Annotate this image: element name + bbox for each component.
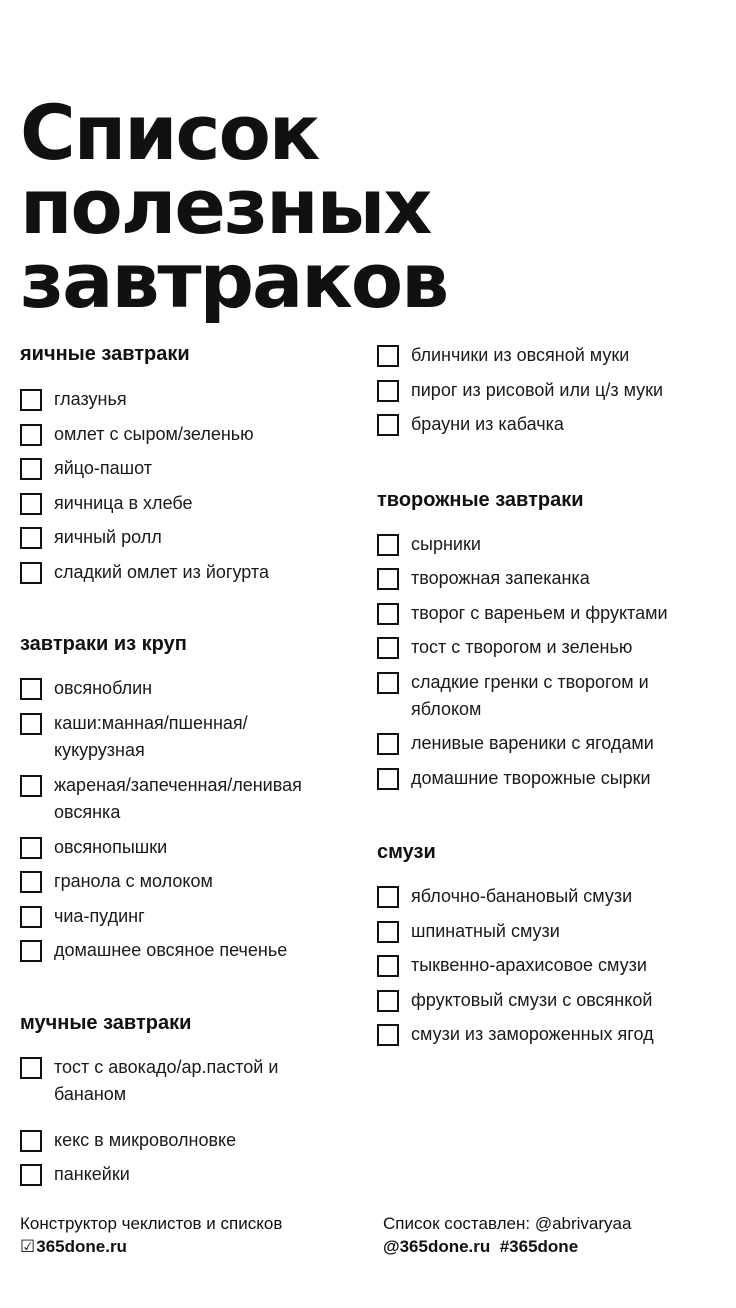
footer-constructor-text: Конструктор чеклистов и списков [20,1214,283,1233]
checklist-item [377,954,722,989]
checkbox[interactable] [20,424,42,446]
checkbox[interactable] [377,380,399,402]
checklist-item [377,344,722,379]
checkbox[interactable] [377,733,399,755]
checklist-item [20,1163,360,1198]
checklist-item [377,602,722,637]
checklist-item [377,567,722,602]
footer-credits-left [20,1212,282,1258]
section-egg-breakfasts [20,340,360,595]
checkbox[interactable] [377,637,399,659]
item-label: сладкие гренки с творогом и яблоком [411,671,649,719]
checklist-item [20,870,360,905]
checklist-item [377,885,722,920]
checklist-item [20,526,360,561]
checklist-item [377,636,722,671]
section-flour-breakfasts [20,1009,360,1198]
checklist-item [20,492,360,527]
section-title: завтраки из круп [20,633,187,655]
checklist-item [20,836,360,871]
section-title: творожные завтраки [377,488,584,511]
item-label: чиа-пудинг [54,905,145,926]
checklist-item [20,905,360,940]
checkbox[interactable] [377,672,399,694]
checklist-item [20,423,360,458]
title-line-3: завтраков [20,236,448,325]
checkbox[interactable] [20,871,42,893]
section-title: мучные завтраки [20,1011,192,1034]
checkbox[interactable] [20,527,42,549]
item-label: омлет с сыром/зеленью [54,423,254,444]
checklist-item [20,1056,360,1129]
checkbox[interactable] [377,921,399,943]
checklist-item [20,1129,360,1164]
checkbox[interactable] [20,1057,42,1079]
item-label: творожная запеканка [411,568,590,588]
item-label: творог с вареньем и фруктами [411,602,668,623]
item-label: смузи из замороженных ягод [411,1024,654,1044]
checkbox[interactable] [377,768,399,790]
checklist-item [377,1023,722,1058]
checklist-item [20,712,360,774]
checklist-item [20,388,360,423]
item-label: сырники [411,533,481,554]
checkbox[interactable] [20,678,42,700]
item-label: тыквенно-арахисовое смузи [411,955,647,975]
section-flour-breakfasts-continued [377,344,722,448]
checklist-item [377,413,722,448]
checklist-item [20,677,360,712]
section-smoothies [377,838,722,1058]
item-label: шпинатный смузи [411,920,560,941]
item-label: панкейки [54,1164,130,1184]
item-label: каши:манная/пшенная/ кукурузная [54,712,248,760]
checklist-item [20,561,360,596]
item-label: гранола с молоком [54,871,213,891]
item-label: домашнее овсяное печенье [54,940,288,960]
right-column [377,344,722,1058]
checkbox[interactable] [20,1130,42,1152]
checkbox[interactable] [377,414,399,436]
left-column [20,340,360,1198]
checklist-item [377,379,722,414]
title-line-2: полезных [20,162,431,251]
checklist-item [20,939,360,974]
item-label: овсянопышки [54,836,168,857]
checkbox[interactable] [377,603,399,625]
item-label: яичница в хлебе [54,492,193,513]
checklist-item [377,732,722,767]
page-title [20,88,448,325]
checkbox[interactable] [377,886,399,908]
title-line-1: Список [20,88,319,177]
checkbox[interactable] [20,775,42,797]
checklist-item [377,671,722,733]
item-label: сладкий омлет из йогурта [54,561,269,582]
checkbox[interactable] [20,389,42,411]
section-grain-breakfasts [20,630,360,974]
item-label: пирог из рисовой или ц/з муки [411,379,664,400]
item-label: брауни из кабачка [411,414,564,434]
checkbox[interactable] [377,990,399,1012]
item-label: яйцо-пашот [54,458,152,478]
checkbox[interactable] [20,562,42,584]
section-cottage-cheese-breakfasts [377,486,722,802]
checklist-item [20,774,360,836]
checkbox[interactable] [377,955,399,977]
item-label: фруктовый смузи с овсянкой [411,989,653,1010]
item-label: тост с творогом и зеленью [411,637,633,657]
item-label: яблочно-банановый смузи [411,886,633,906]
item-label: жареная/запеченная/ленивая овсянка [54,774,302,822]
checklist-item [377,989,722,1024]
item-label: ленивые вареники с ягодами [411,733,654,753]
footer-credits-right [383,1212,631,1258]
checkbox[interactable] [377,1024,399,1046]
checkbox[interactable] [20,940,42,962]
section-title: смузи [377,841,436,863]
item-label: овсяноблин [54,678,153,698]
checkbox[interactable] [377,568,399,590]
checkbox[interactable] [20,713,42,735]
checkbox[interactable] [20,458,42,480]
item-label: глазунья [54,389,127,409]
check-mark-icon: ☑ [20,1237,36,1256]
checkbox[interactable] [20,493,42,515]
section-title: яичные завтраки [20,343,190,365]
checkbox[interactable] [377,534,399,556]
footer-author-text: Список составлен: @abrivaryaa [383,1214,632,1233]
item-label: кекс в микроволновке [54,1129,237,1150]
checklist-item [377,920,722,955]
checklist-item [377,533,722,568]
checklist-item [377,767,722,802]
footer-site-link[interactable] [20,1235,282,1258]
checkbox[interactable] [20,837,42,859]
item-label: домашние творожные сырки [411,767,651,788]
footer-hashtags: @365done.ru #365done [383,1237,579,1256]
checkbox[interactable] [20,906,42,928]
checkbox[interactable] [377,345,399,367]
checklist-item [20,457,360,492]
item-label: блинчики из овсяной муки [411,345,630,365]
checkbox[interactable] [20,1164,42,1186]
item-label: яичный ролл [54,527,162,547]
footer-site-label: 365done.ru [36,1237,127,1256]
item-label: тост с авокадо/ар.пастой и бананом [54,1056,279,1104]
